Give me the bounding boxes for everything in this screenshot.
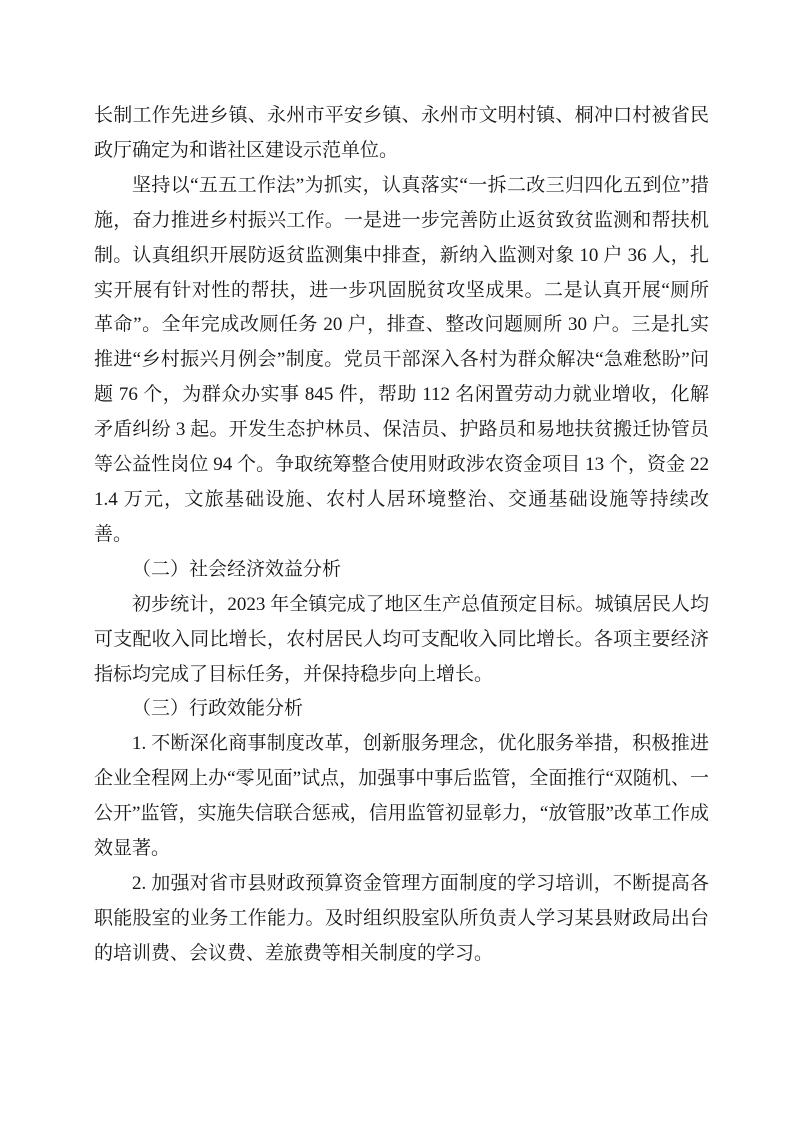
section-heading-social-economic-benefit: （二）社会经济效益分析 — [132, 558, 342, 580]
paragraph-honors-continuation: 长制工作先进乡镇、永州市平安乡镇、永州市文明村镇、桐冲口村被省民政厅确定为和谐社区建设示范单位。 — [94, 105, 709, 161]
section-heading-administrative-efficiency: （三）行政效能分析 — [132, 698, 304, 720]
paragraph-economic-indicators: 初步统计，2023 年全镇完成了地区生产总值预定目标。城镇居民人均可支配收入同比增长，农村居民人均可支配收入同比增长。各项主要经济指标均完成了目标任务，并保持稳步向上增长。 — [94, 593, 709, 685]
paragraph-rural-revitalization: 坚持以“五五工作法”为抓实，认真落实“一拆二改三归四化五到位”措施，奋力推进乡村振兴工作。一是进一步完善防止返贫致贫监测和帮扶机制。认真组织开展防返贫监测集中排查，新纳入监测对象 10 户 36 人，扎实开展有针对性的帮扶，进一步巩固脱贫攻坚成果。二是认真开展“厕所革命”。全年完成改厕任务 20 户，排查、整改问题厕所 30 户。三是扎实推进“乡村振兴月例会”制度。党员干部深入各村为群众解决“急难愁盼”问题 76 个，为群众办实事 845 件，帮助 112 名闲置劳动力就业增收，化解矛盾纠纷 3 起。开发生态护林员、保洁员、护路员和易地扶贫搬迁协管员等公益性岗位 94 个。争取统筹整合使用财政涉农资金项目 13 个，资金 221.4 万元，文旅基础设施、农村人居环境整治、交通基础设施等持续改善。 — [94, 174, 709, 545]
paragraph-business-system-reform: 1. 不断深化商事制度改革，创新服务理念，优化服务举措，积极推进企业全程网上办“零见面”试点，加强事中事后监管，全面推行“双随机、一公开”监管，实施失信联合惩戒，信用监管初显彰力，“放管服”改革工作成效显著。 — [94, 733, 709, 860]
paragraph-budget-management-training: 2. 加强对省市县财政预算资金管理方面制度的学习培训，不断提高各职能股室的业务工作能力。及时组织股室队所负责人学习某县财政局出台的培训费、会议费、差旅费等相关制度的学习。 — [94, 872, 709, 964]
